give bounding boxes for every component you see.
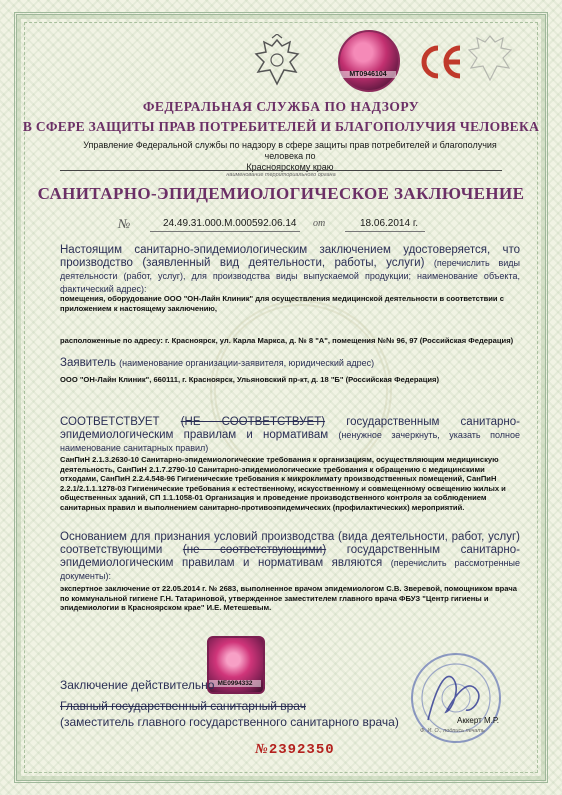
department-name: [70, 140, 510, 173]
signer-name: Аккерт М.Р.: [457, 716, 499, 725]
sanitary-rules-list: СанПиН 2.1.3.2630-10 Санитарно-эпидемиологические требования к организациям, осуществляющим медицинскую деятельность, СанПиН 2.1.7.2790-10 Санитарно-эпидемиологические требования к обращению с медицинскими отходами, СанПиН 2.2.4.548-96 Гигиенические требования к микроклимату производственных помещений, СанПиН 2.2.1/2.1.1.1278-03 Гигиенические требования к естественному, искусственному и совмещенному освещению жилых и общественных зданий, СП 1.1.1058-01 Организация и проведение производственного контроля за соблюдением санитарных правил и выполнением санитарно-противоэпидемических (профилактических) мероприятий.: [60, 455, 506, 512]
basis-text-before: Основанием для признания условий производства (вида деятельности, работ, услуг) соответствующими: [60, 531, 520, 556]
number-underline: [150, 231, 300, 232]
conformity-logo-icon: [416, 42, 466, 82]
coat-of-arms-icon: [246, 34, 308, 92]
hologram-code-bottom: МЕ0994332: [209, 680, 261, 687]
hologram-code-top: МТ0946104: [340, 71, 396, 78]
intro-text: Настоящим санитарно-эпидемиологическим заключением удостоверяется, что производство (заявленный вид деятельности, работы, услуги): [60, 244, 520, 269]
conformity-statement: [60, 416, 520, 455]
applicant-value: ООО "ОН-Лайн Клиник", 660111, г. Красноярск, Ульяновский пр-кт, д. 18 "Б" (Российская Федерация): [60, 375, 440, 384]
agency-title-line2: В СФЕРЕ ЗАЩИТЫ ПРАВ ПОТРЕБИТЕЛЕЙ И БЛАГОПОЛУЧИЯ ЧЕЛОВЕКА: [22, 119, 540, 134]
serial-value: 2392350: [268, 742, 335, 758]
document-title: САНИТАРНО-ЭПИДЕМИОЛОГИЧЕСКОЕ ЗАКЛЮЧЕНИЕ: [37, 184, 525, 203]
faded-emblem-icon: [463, 30, 517, 88]
basis-text-after: государственным санитарно-эпидемиологическим правилам и нормативам являются: [60, 544, 520, 569]
agency-title-line1: ФЕДЕРАЛЬНАЯ СЛУЖБА ПО НАДЗОРУ: [142, 99, 420, 114]
number-row: [0, 216, 562, 232]
divider: [60, 170, 502, 171]
applicant-note: (наименование организации-заявителя, юридический адрес): [119, 358, 375, 368]
basis-struck: (не соответствующими): [182, 544, 327, 556]
applicant-heading: [60, 357, 520, 370]
applicant-label: Заявитель: [60, 357, 116, 369]
date-underline: [345, 231, 425, 232]
certificate-number: 24.49.31.000.М.000592.06.14: [163, 218, 297, 229]
chief-doctor-title: Главный государственный санитарный врач: [60, 699, 306, 713]
deputy-title: (заместитель главного государственного санитарного врача): [60, 715, 399, 729]
subject-description: помещения, оборудование ООО "ОН-Лайн Клиник" для осуществления медицинской деятельности в соответствии с приложением к настоящему заключению,: [60, 294, 504, 313]
territorial-caption: наименование территориального органа: [226, 172, 336, 178]
certificate-date: 18.06.2014 г.: [360, 218, 419, 229]
serial-prefix: №: [255, 742, 269, 757]
conformity-text: государственным санитарно-эпидемиологическим правилам и нормативам: [60, 416, 520, 441]
department-line2: Красноярскому краю: [246, 162, 334, 172]
conformity-note: (ненужное зачеркнуть, указать полное наименование санитарных правил): [60, 430, 520, 453]
conformity-verdict: СООТВЕТСТВУЕТ: [60, 416, 160, 428]
hologram-sticker-top: [338, 30, 400, 92]
signature-caption: Ф. И. О., подпись печать: [420, 728, 485, 734]
date-label: от: [313, 218, 326, 229]
serial-number: [255, 742, 335, 758]
department-line1: Управление Федеральной службы по надзору в сфере защиты прав потребителей и благополучия человека по: [83, 140, 497, 161]
conformity-struck: (НЕ СООТВЕТСТВУЕТ): [180, 416, 326, 428]
intro-paragraph: [60, 244, 520, 296]
basis-documents: экспертное заключение от 22.05.2014 г. № 2683, выполненное врачом эпидемиологом С.В. Зверевой, помощником врача по коммунальной гигиене Г.Н. Татариновой, утвержденное заместителем главного врача ФБУЗ "Центр гигиены и эпидемиологии в Красноярском крае" И.Е. Метешевым.: [60, 584, 517, 612]
intro-note: (перечислить виды деятельности (работ, услуг), для производства виды выпускаемой продукции; наименование объекта, фактический адрес):: [60, 258, 520, 294]
validity-label: Заключение действительно: [60, 678, 215, 692]
basis-statement: [60, 531, 520, 583]
number-label: №: [118, 216, 131, 231]
subject-address: расположенные по адресу: г. Красноярск, ул. Карла Маркса, д. № 8 "А", помещения №№ 96, 97 (Российская Федерация): [60, 336, 514, 345]
basis-note: (перечислить рассмотренные документы):: [60, 558, 520, 581]
